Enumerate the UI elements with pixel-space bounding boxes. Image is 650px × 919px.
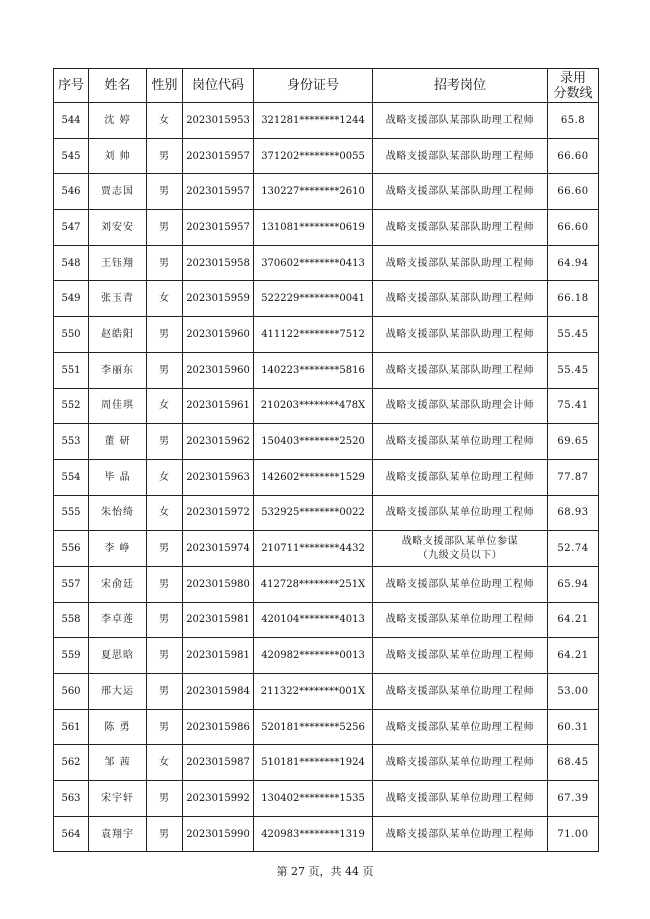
table-header-row xyxy=(54,69,599,103)
cell-id-number: 532925********0022 xyxy=(254,495,373,531)
cell-score-line: 64.21 xyxy=(548,638,599,674)
cell-id-number: 210711********4432 xyxy=(254,531,373,567)
header-post-code: 岗位代码 xyxy=(183,69,254,103)
cell-post-code: 2023015957 xyxy=(183,210,254,246)
header-score-line-1: 录用 xyxy=(559,70,586,86)
cell-seq: 551 xyxy=(54,352,89,388)
cell-recruit-post: 战略支援部队某单位助理工程师 xyxy=(373,781,548,817)
header-recruit-post: 招考岗位 xyxy=(373,69,548,103)
cell-seq: 549 xyxy=(54,281,89,317)
cell-seq: 547 xyxy=(54,210,89,246)
header-name: 姓名 xyxy=(89,69,147,103)
header-score-line xyxy=(548,69,599,103)
cell-name: 李丽东 xyxy=(89,352,147,388)
cell-seq: 560 xyxy=(54,674,89,710)
cell-id-number: 131081********0619 xyxy=(254,210,373,246)
cell-name: 毕 晶 xyxy=(89,459,147,495)
cell-seq: 558 xyxy=(54,602,89,638)
page-footer: 第 27 页，共 44 页 xyxy=(276,865,374,878)
cell-score-line: 65.94 xyxy=(548,566,599,602)
table-row xyxy=(54,709,599,745)
table-row xyxy=(54,174,599,210)
table-row xyxy=(54,245,599,281)
cell-id-number: 140223********5816 xyxy=(254,352,373,388)
cell-recruit-post: 战略支援部队某单位助理工程师 xyxy=(373,459,548,495)
header-seq: 序号 xyxy=(54,69,89,103)
cell-score-line: 66.60 xyxy=(548,174,599,210)
cell-gender: 男 xyxy=(147,638,183,674)
cell-post-code: 2023015960 xyxy=(183,317,254,353)
cell-score-line: 55.45 xyxy=(548,352,599,388)
cell-name: 王钰翔 xyxy=(89,245,147,281)
cell-gender: 男 xyxy=(147,602,183,638)
cell-gender: 女 xyxy=(147,745,183,781)
cell-id-number: 210203********478X xyxy=(254,388,373,424)
cell-id-number: 130227********2610 xyxy=(254,174,373,210)
cell-recruit-post-line-2: （九级文员以下） xyxy=(417,549,503,561)
cell-score-line: 64.21 xyxy=(548,602,599,638)
cell-post-code: 2023015992 xyxy=(183,781,254,817)
cell-seq: 557 xyxy=(54,566,89,602)
cell-name: 董 研 xyxy=(89,424,147,460)
cell-post-code: 2023015953 xyxy=(183,103,254,139)
cell-gender: 男 xyxy=(147,674,183,710)
cell-id-number: 522229********0041 xyxy=(254,281,373,317)
cell-recruit-post: 战略支援部队某部队助理工程师 xyxy=(373,245,548,281)
cell-gender: 男 xyxy=(147,816,183,852)
table-row xyxy=(54,138,599,174)
cell-seq: 563 xyxy=(54,781,89,817)
cell-recruit-post: 战略支援部队某部队助理工程师 xyxy=(373,281,548,317)
cell-name: 宋俞廷 xyxy=(89,566,147,602)
cell-name: 邹 茜 xyxy=(89,745,147,781)
cell-post-code: 2023015981 xyxy=(183,638,254,674)
cell-score-line: 68.93 xyxy=(548,495,599,531)
cell-gender: 男 xyxy=(147,317,183,353)
cell-seq: 548 xyxy=(54,245,89,281)
cell-gender: 女 xyxy=(147,459,183,495)
cell-name: 袁翔宇 xyxy=(89,816,147,852)
table-row xyxy=(54,495,599,531)
cell-score-line: 52.74 xyxy=(548,531,599,567)
cell-seq: 545 xyxy=(54,138,89,174)
cell-name: 陈 勇 xyxy=(89,709,147,745)
cell-recruit-post: 战略支援部队某部队助理会计师 xyxy=(373,388,548,424)
cell-id-number: 130402********1535 xyxy=(254,781,373,817)
cell-gender: 男 xyxy=(147,352,183,388)
cell-post-code: 2023015963 xyxy=(183,459,254,495)
cell-recruit-post: 战略支援部队某部队助理工程师 xyxy=(373,174,548,210)
cell-name: 张玉青 xyxy=(89,281,147,317)
cell-gender: 男 xyxy=(147,709,183,745)
cell-score-line: 65.8 xyxy=(548,103,599,139)
table-row xyxy=(54,459,599,495)
cell-gender: 女 xyxy=(147,388,183,424)
cell-id-number: 150403********2520 xyxy=(254,424,373,460)
header-id-number: 身份证号 xyxy=(254,69,373,103)
cell-score-line: 66.60 xyxy=(548,138,599,174)
cell-recruit-post xyxy=(373,531,548,567)
cell-score-line: 77.87 xyxy=(548,459,599,495)
cell-seq: 553 xyxy=(54,424,89,460)
cell-recruit-post: 战略支援部队某部队助理工程师 xyxy=(373,317,548,353)
cell-post-code: 2023015959 xyxy=(183,281,254,317)
cell-gender: 男 xyxy=(147,531,183,567)
cell-score-line: 69.65 xyxy=(548,424,599,460)
cell-seq: 552 xyxy=(54,388,89,424)
cell-seq: 561 xyxy=(54,709,89,745)
cell-recruit-post: 战略支援部队某单位助理工程师 xyxy=(373,495,548,531)
cell-gender: 男 xyxy=(147,781,183,817)
cell-recruit-post: 战略支援部队某单位助理工程师 xyxy=(373,638,548,674)
cell-recruit-post: 战略支援部队某单位助理工程师 xyxy=(373,424,548,460)
cell-id-number: 420983********1319 xyxy=(254,816,373,852)
cell-seq: 546 xyxy=(54,174,89,210)
cell-gender: 男 xyxy=(147,245,183,281)
cell-recruit-post-line-1: 战略支援部队某单位参谋 xyxy=(401,535,519,547)
table-row xyxy=(54,281,599,317)
cell-score-line: 64.94 xyxy=(548,245,599,281)
cell-post-code: 2023015957 xyxy=(183,138,254,174)
cell-gender: 女 xyxy=(147,281,183,317)
cell-name: 邢大运 xyxy=(89,674,147,710)
admission-roster-table xyxy=(53,68,599,852)
cell-post-code: 2023015980 xyxy=(183,566,254,602)
cell-seq: 544 xyxy=(54,103,89,139)
table-row xyxy=(54,103,599,139)
table-row xyxy=(54,317,599,353)
cell-recruit-post: 战略支援部队某单位助理工程师 xyxy=(373,816,548,852)
cell-name: 沈 婷 xyxy=(89,103,147,139)
cell-gender: 男 xyxy=(147,566,183,602)
cell-post-code: 2023015958 xyxy=(183,245,254,281)
cell-name: 赵皓阳 xyxy=(89,317,147,353)
cell-score-line: 71.00 xyxy=(548,816,599,852)
cell-gender: 男 xyxy=(147,424,183,460)
cell-id-number: 142602********1529 xyxy=(254,459,373,495)
cell-recruit-post: 战略支援部队某单位助理工程师 xyxy=(373,674,548,710)
cell-id-number: 411122********7512 xyxy=(254,317,373,353)
cell-id-number: 370602********0413 xyxy=(254,245,373,281)
cell-recruit-post: 战略支援部队某部队助理工程师 xyxy=(373,210,548,246)
table-row xyxy=(54,531,599,567)
table-row xyxy=(54,674,599,710)
cell-id-number: 420104********4013 xyxy=(254,602,373,638)
cell-seq: 554 xyxy=(54,459,89,495)
cell-score-line: 75.41 xyxy=(548,388,599,424)
cell-gender: 男 xyxy=(147,210,183,246)
cell-id-number: 420982********0013 xyxy=(254,638,373,674)
header-gender: 性别 xyxy=(147,69,183,103)
cell-recruit-post: 战略支援部队某单位助理工程师 xyxy=(373,566,548,602)
cell-score-line: 60.31 xyxy=(548,709,599,745)
cell-recruit-post: 战略支援部队某部队助理工程师 xyxy=(373,352,548,388)
cell-score-line: 55.45 xyxy=(548,317,599,353)
cell-post-code: 2023015972 xyxy=(183,495,254,531)
table-row xyxy=(54,352,599,388)
cell-id-number: 211322********001X xyxy=(254,674,373,710)
cell-gender: 女 xyxy=(147,103,183,139)
cell-score-line: 53.00 xyxy=(548,674,599,710)
cell-score-line: 68.45 xyxy=(548,745,599,781)
cell-post-code: 2023015962 xyxy=(183,424,254,460)
cell-id-number: 321281********1244 xyxy=(254,103,373,139)
cell-seq: 550 xyxy=(54,317,89,353)
table-row xyxy=(54,781,599,817)
cell-recruit-post: 战略支援部队某单位助理工程师 xyxy=(373,745,548,781)
cell-name: 刘 帅 xyxy=(89,138,147,174)
cell-seq: 556 xyxy=(54,531,89,567)
cell-post-code: 2023015960 xyxy=(183,352,254,388)
cell-id-number: 510181********1924 xyxy=(254,745,373,781)
cell-name: 李 峥 xyxy=(89,531,147,567)
cell-post-code: 2023015961 xyxy=(183,388,254,424)
cell-recruit-post: 战略支援部队某单位助理工程师 xyxy=(373,602,548,638)
cell-seq: 562 xyxy=(54,745,89,781)
cell-name: 夏思晗 xyxy=(89,638,147,674)
cell-post-code: 2023015984 xyxy=(183,674,254,710)
table-row xyxy=(54,638,599,674)
cell-post-code: 2023015957 xyxy=(183,174,254,210)
cell-name: 宋宇轩 xyxy=(89,781,147,817)
table-row xyxy=(54,566,599,602)
cell-name: 李卓莲 xyxy=(89,602,147,638)
cell-seq: 564 xyxy=(54,816,89,852)
table-row xyxy=(54,602,599,638)
cell-gender: 女 xyxy=(147,495,183,531)
cell-gender: 男 xyxy=(147,138,183,174)
cell-score-line: 67.39 xyxy=(548,781,599,817)
cell-recruit-post: 战略支援部队某部队助理工程师 xyxy=(373,103,548,139)
cell-post-code: 2023015987 xyxy=(183,745,254,781)
cell-name: 周佳琪 xyxy=(89,388,147,424)
cell-name: 刘安安 xyxy=(89,210,147,246)
table-row xyxy=(54,388,599,424)
cell-recruit-post: 战略支援部队某部队助理工程师 xyxy=(373,138,548,174)
cell-post-code: 2023015986 xyxy=(183,709,254,745)
cell-recruit-post: 战略支援部队某单位助理工程师 xyxy=(373,709,548,745)
cell-seq: 555 xyxy=(54,495,89,531)
cell-gender: 男 xyxy=(147,174,183,210)
table-row xyxy=(54,816,599,852)
header-score-line-2: 分数线 xyxy=(553,85,593,101)
table-row xyxy=(54,745,599,781)
table-body xyxy=(54,103,599,852)
cell-seq: 559 xyxy=(54,638,89,674)
cell-score-line: 66.18 xyxy=(548,281,599,317)
cell-id-number: 520181********5256 xyxy=(254,709,373,745)
cell-name: 贾志国 xyxy=(89,174,147,210)
cell-score-line: 66.60 xyxy=(548,210,599,246)
cell-id-number: 412728********251X xyxy=(254,566,373,602)
table-row xyxy=(54,424,599,460)
cell-post-code: 2023015974 xyxy=(183,531,254,567)
cell-name: 朱怡绮 xyxy=(89,495,147,531)
cell-id-number: 371202********0055 xyxy=(254,138,373,174)
cell-post-code: 2023015990 xyxy=(183,816,254,852)
cell-post-code: 2023015981 xyxy=(183,602,254,638)
table-row xyxy=(54,210,599,246)
